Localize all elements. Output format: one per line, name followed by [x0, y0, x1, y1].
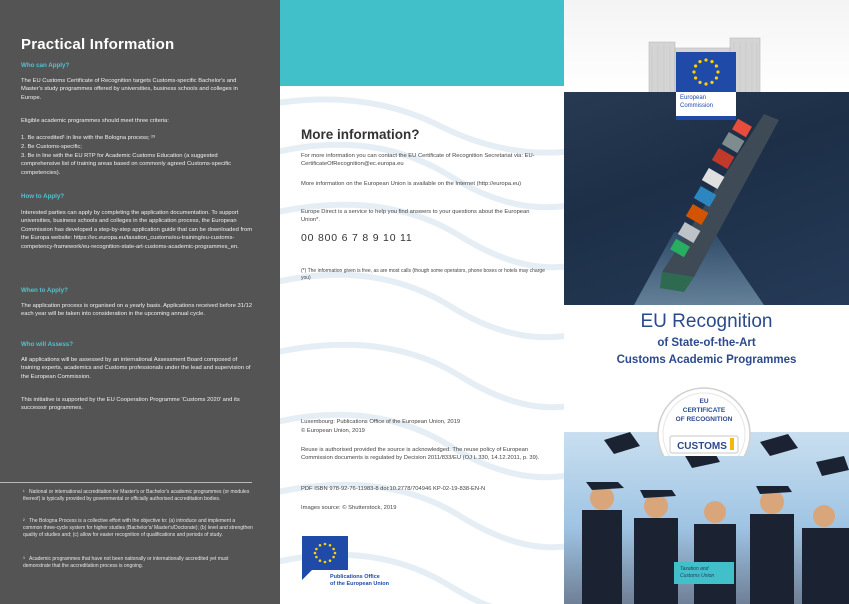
- european-commission-label: European Commission: [680, 95, 714, 109]
- footnote-2-marker: ²: [23, 518, 25, 524]
- practical-information-panel: [0, 0, 280, 604]
- tag-line-2: Customs Union: [680, 572, 715, 579]
- footnote-1-text: National or international accreditation for Master's or Bachelor's academic programmes (or modules thereof) is typically provided by governmental or officially authorised accreditation bodies.: [23, 489, 250, 502]
- who-can-apply-heading: Who can Apply?: [21, 62, 70, 69]
- footnote-1: [23, 489, 253, 503]
- reuse-text: Reuse is authorised provided the source is acknowledged. The reuse policy of European Commission documents is regulated by Decision 2011/833/EU (OJ L 330, 14.12.2011, p. 39).: [301, 447, 540, 462]
- copyright-text: © European Union, 2019: [301, 428, 365, 434]
- criterion-1: 1. Be accredited¹ in line with the Bologna process; ²³: [21, 135, 156, 141]
- criterion-2: 2. Be Customs-specific;: [21, 144, 82, 150]
- eu-flag-icon: [302, 536, 348, 570]
- publisher-text: Luxembourg: Publications Office of the European Union, 2019: [301, 419, 461, 425]
- seal-line-3: OF RECOGNITION: [675, 416, 733, 423]
- internet-text: More information on the European Union is available on the Internet (http://europa.eu): [301, 181, 522, 187]
- who-will-assess-text: All applications will be assessed by an international Assessment Board composed of training experts, academics and Customs professionals under the lead and supervision of the European Commission.: [21, 357, 251, 380]
- phone-note: (*) The information given is free, as are most calls (though some operators, phone boxes or hotels may charge you): [301, 268, 545, 281]
- more-information-heading: More information?: [301, 127, 420, 142]
- image-source-text: Images source: © Shutterstock, 2019: [301, 505, 397, 511]
- when-to-apply-heading: When to Apply?: [21, 287, 68, 294]
- footnote-1-marker: ¹: [23, 489, 25, 495]
- seal-line-1: EU: [699, 398, 709, 405]
- when-to-apply-text: The application process is organised on a yearly basis. Applications received before 31/12 each year will be taken into consideration in the upcoming annual cycle.: [21, 303, 253, 318]
- practical-information-heading: Practical Information: [21, 36, 175, 53]
- publications-office-label: Publications Office of the European Union: [330, 574, 389, 587]
- cover-title-line-1: EU Recognition: [640, 311, 773, 332]
- container-ship-photo: [564, 92, 849, 305]
- european-commission-logo: [676, 52, 736, 120]
- cover-title-line-2: of State-of-the-Art: [657, 337, 756, 349]
- cover-title-line-3: Customs Academic Programmes: [616, 354, 797, 366]
- who-can-apply-text: The EU Customs Certificate of Recognition targets Customs-specific Bachelor's and Master's study programmes offered by universities, business schools and colleges in Europe.: [21, 78, 238, 101]
- footnote-2: [23, 518, 253, 539]
- how-to-apply-text: Interested parties can apply by completing the application documentation. To support universities, business schools and colleges in the application process, the European Commission has developed a step-by-step application guide that can be downloaded from the Europa website: https://ec.europa.eu/taxation_customs/eu-training/eu-customs-competency-framework/eu-recognition-state-art-customs-academic-programmes_en.: [21, 210, 253, 250]
- footnote-3: [23, 556, 253, 570]
- europe-direct-phone: 00 800 6 7 8 9 10 11: [301, 232, 413, 244]
- footnote-divider: [0, 482, 252, 483]
- how-to-apply-heading: How to Apply?: [21, 193, 65, 200]
- criteria-intro: Eligible academic programmes should meet three criteria:: [21, 118, 169, 124]
- initiative-text: This initiative is supported by the EU Cooperation Programme 'Customs 2020' and its successor programmes.: [21, 397, 240, 412]
- teal-header-band: [280, 0, 564, 86]
- footnote-3-marker: ³: [23, 556, 25, 562]
- more-information-panel: [280, 0, 564, 604]
- seal-line-2: CERTIFICATE: [682, 407, 726, 414]
- seal-badge-text: CUSTOMS: [677, 441, 727, 452]
- eu-flag-icon: [676, 52, 736, 92]
- who-will-assess-heading: Who will Assess?: [21, 341, 74, 348]
- contact-text: For more information you can contact the EU Certificate of Recognition Secretariat via: EU-CertificateOfRecognition@ec.europa.eu: [301, 153, 535, 168]
- publications-office-logo: [302, 536, 392, 590]
- tag-line-1: Taxation and: [680, 566, 709, 572]
- taxation-customs-union-tag: [674, 562, 734, 584]
- eu-certificate-seal: [656, 386, 752, 456]
- europe-direct-text: Europe Direct is a service to help you find answers to your questions about the European Union*.: [301, 209, 530, 224]
- criterion-3: 3. Be in line with the EU RTP for Academic Customs Education (a suggested comprehensive list of training areas based on commonly agreed Customs-specific competencies).: [21, 153, 232, 176]
- identifiers-text: PDF ISBN 978-92-76-11983-8 doi:10.2778/704946 KP-02-19-838-EN-N: [301, 486, 486, 492]
- footnote-3-text: Academic programmes that have not been nationally or internationally accredited yet must demonstrate that the accreditation process is ongoing.: [23, 556, 229, 569]
- seal-badge-accent: [730, 438, 734, 450]
- footnote-2-text: The Bologna Process is a collective effort with the objective to: (a) introduce and implement a common three-cycle system for higher studies (Bachelor's/ Master's/Doctorate); (b) level and strengthen quality of studies and; (c) allow for easier recognition of qualifications and periods of study.: [23, 518, 253, 538]
